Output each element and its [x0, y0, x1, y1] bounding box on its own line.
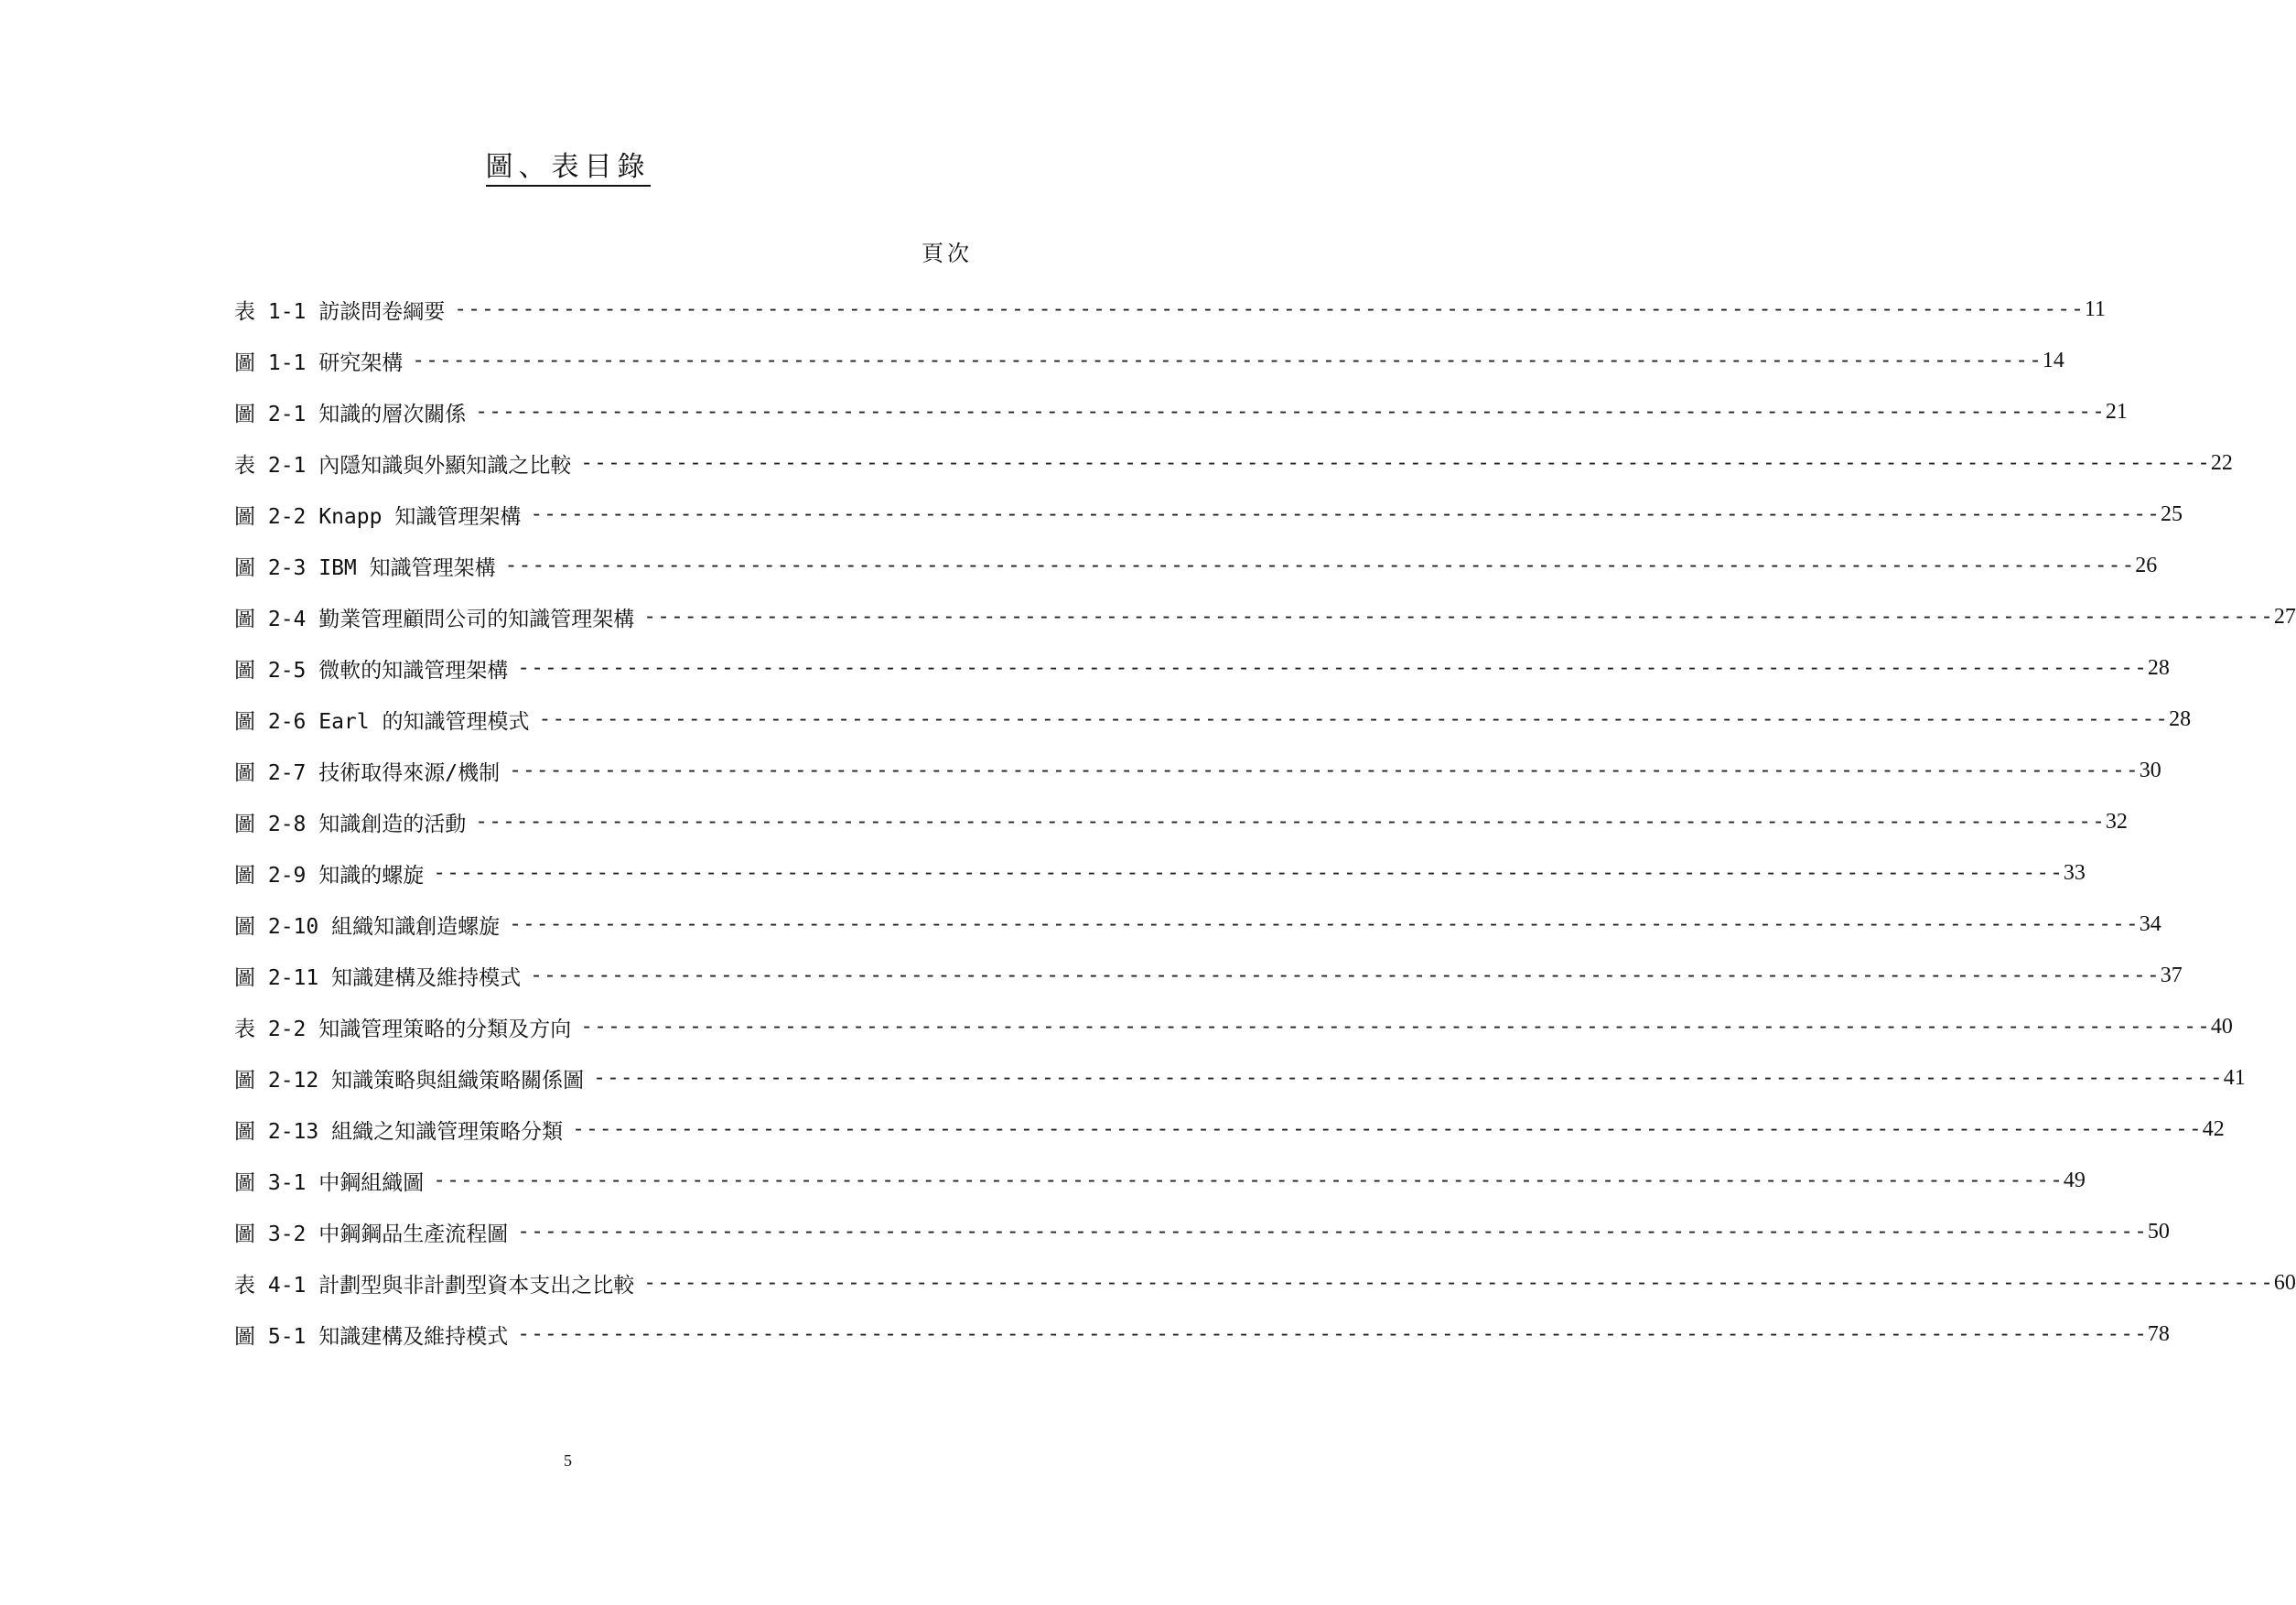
toc-entry — [234, 899, 2161, 950]
toc-entry — [234, 335, 2064, 386]
toc-entry-label: 圖 2-3 IBM 知識管理架構 — [234, 555, 496, 580]
toc-entry-label: 圖 2-12 知識策略與組織策略關係圖 — [234, 1068, 585, 1093]
toc-leader-dashes: ------------------------------------------------------------------------------------------------------------------------ — [433, 861, 2064, 885]
toc-entry — [234, 540, 2158, 591]
toc-entry-label: 圖 2-13 組織之知識管理策略分類 — [234, 1119, 564, 1144]
toc-entry-page: 60 — [2273, 1270, 2296, 1295]
toc-entry-page: 33 — [2063, 860, 2086, 885]
toc-entry-page: 22 — [2210, 450, 2233, 475]
toc-entry — [234, 796, 2128, 847]
toc-entry-page: 28 — [2147, 655, 2170, 680]
toc-leader-dashes: ------------------------------------------------------------------------------------------------------------------------ — [643, 605, 2274, 629]
toc-entry-label: 圖 2-8 知識創造的活動 — [234, 812, 467, 836]
toc-leader-dashes: ------------------------------------------------------------------------------------------------------------------------ — [509, 912, 2140, 936]
toc-entry-page: 41 — [2223, 1065, 2246, 1090]
toc-entry — [234, 1001, 2233, 1052]
toc-entry — [234, 694, 2192, 745]
toc-entry-page: 28 — [2169, 706, 2192, 731]
toc-entry — [234, 847, 2086, 899]
toc-entry — [234, 1309, 2170, 1360]
toc-leader-dashes: ------------------------------------------------------------------------------------------------------------------------ — [530, 502, 2161, 526]
toc-entry-page: 42 — [2202, 1116, 2225, 1141]
toc-entry-page: 40 — [2210, 1014, 2233, 1039]
toc-entry-page: 21 — [2105, 399, 2128, 424]
toc-entry-page: 11 — [2084, 296, 2107, 321]
toc-leader-dashes: ------------------------------------------------------------------------------------------------------------------------ — [509, 759, 2140, 782]
toc-leader-dashes: ------------------------------------------------------------------------------------------------------------------------ — [517, 1322, 2148, 1346]
toc-entry — [234, 284, 2107, 335]
toc-entry-label: 圖 2-6 Earl 的知識管理模式 — [234, 709, 530, 734]
toc-entry-label: 圖 3-1 中鋼組織圖 — [234, 1170, 425, 1195]
toc-leader-dashes: ------------------------------------------------------------------------------------------------------------------------ — [454, 297, 2085, 321]
toc-entry — [234, 437, 2233, 489]
page-title — [0, 149, 1136, 186]
toc-entry-label: 圖 1-1 研究架構 — [234, 350, 404, 375]
toc-entry — [234, 745, 2161, 796]
page-column-header: 頁次 — [922, 241, 973, 266]
toc-entry — [234, 1104, 2225, 1155]
toc-entry-page: 25 — [2161, 501, 2183, 526]
toc-entry — [234, 950, 2183, 1001]
toc-entry — [234, 591, 2296, 642]
toc-leader-dashes: ------------------------------------------------------------------------------------------------------------------------ — [504, 554, 2136, 577]
toc-entry-page: 32 — [2105, 809, 2128, 834]
toc-entry — [234, 1155, 2086, 1206]
toc-entry-label: 圖 2-10 組織知識創造螺旋 — [234, 914, 501, 939]
toc-leader-dashes: ------------------------------------------------------------------------------------------------------------------------ — [412, 349, 2043, 372]
toc-entry-page: 49 — [2063, 1168, 2086, 1192]
toc-entry-label: 圖 2-5 微軟的知識管理架構 — [234, 658, 509, 683]
toc-leader-dashes: ------------------------------------------------------------------------------------------------------------------------ — [517, 656, 2148, 680]
toc-entry — [234, 1052, 2246, 1104]
toc-entry-label: 表 2-2 知識管理策略的分類及方向 — [234, 1017, 572, 1041]
toc-entry-page: 27 — [2273, 604, 2296, 629]
toc-entry-label: 表 1-1 訪談問卷綱要 — [234, 299, 446, 324]
toc-leader-dashes: ------------------------------------------------------------------------------------------------------------------------ — [593, 1066, 2224, 1090]
toc-leader-dashes: ------------------------------------------------------------------------------------------------------------------------ — [538, 707, 2170, 731]
toc-leader-dashes: ------------------------------------------------------------------------------------------------------------------------ — [517, 1220, 2148, 1244]
toc-entry-page: 37 — [2160, 963, 2183, 987]
toc-entry — [234, 386, 2128, 437]
toc-entry-label: 圖 3-2 中鋼鋼品生產流程圖 — [234, 1222, 509, 1246]
toc-entry-label: 圖 2-9 知識的螺旋 — [234, 863, 425, 888]
toc-entry — [234, 1206, 2170, 1257]
page-title-text: 圖、表目錄 — [486, 151, 651, 187]
toc-leader-dashes: ------------------------------------------------------------------------------------------------------------------------ — [572, 1117, 2203, 1141]
toc-entry-page: 26 — [2135, 553, 2158, 577]
toc-leader-dashes: ------------------------------------------------------------------------------------------------------------------------ — [530, 964, 2161, 987]
toc-entry-label: 圖 2-1 知識的層次關係 — [234, 402, 467, 426]
toc-entry-label: 圖 2-2 Knapp 知識管理架構 — [234, 504, 522, 529]
toc-leader-dashes: ------------------------------------------------------------------------------------------------------------------------ — [643, 1271, 2274, 1295]
table-of-contents — [234, 284, 2296, 1360]
toc-entry-label: 表 4-1 計劃型與非計劃型資本支出之比較 — [234, 1273, 635, 1298]
toc-entry — [234, 489, 2183, 540]
toc-leader-dashes: ------------------------------------------------------------------------------------------------------------------------ — [580, 451, 2211, 475]
toc-entry — [234, 1257, 2296, 1309]
toc-entry — [234, 642, 2170, 694]
toc-entry-label: 圖 2-11 知識建構及維持模式 — [234, 965, 522, 990]
toc-leader-dashes: ------------------------------------------------------------------------------------------------------------------------ — [475, 810, 2106, 834]
toc-entry-label: 圖 2-4 勤業管理顧問公司的知識管理架構 — [234, 607, 635, 631]
toc-entry-page: 30 — [2139, 758, 2161, 782]
toc-leader-dashes: ------------------------------------------------------------------------------------------------------------------------ — [580, 1015, 2211, 1039]
toc-leader-dashes: ------------------------------------------------------------------------------------------------------------------------ — [433, 1169, 2064, 1192]
toc-entry-page: 78 — [2147, 1321, 2170, 1346]
toc-entry-page: 34 — [2139, 911, 2161, 936]
toc-entry-page: 14 — [2042, 348, 2064, 372]
footer-page-number: 5 — [564, 1451, 572, 1470]
toc-entry-label: 圖 5-1 知識建構及維持模式 — [234, 1324, 509, 1349]
toc-entry-label: 圖 2-7 技術取得來源/機制 — [234, 760, 501, 785]
toc-entry-page: 50 — [2147, 1219, 2170, 1244]
toc-leader-dashes: ------------------------------------------------------------------------------------------------------------------------ — [475, 400, 2106, 424]
toc-entry-label: 表 2-1 內隱知識與外顯知識之比較 — [234, 453, 572, 478]
